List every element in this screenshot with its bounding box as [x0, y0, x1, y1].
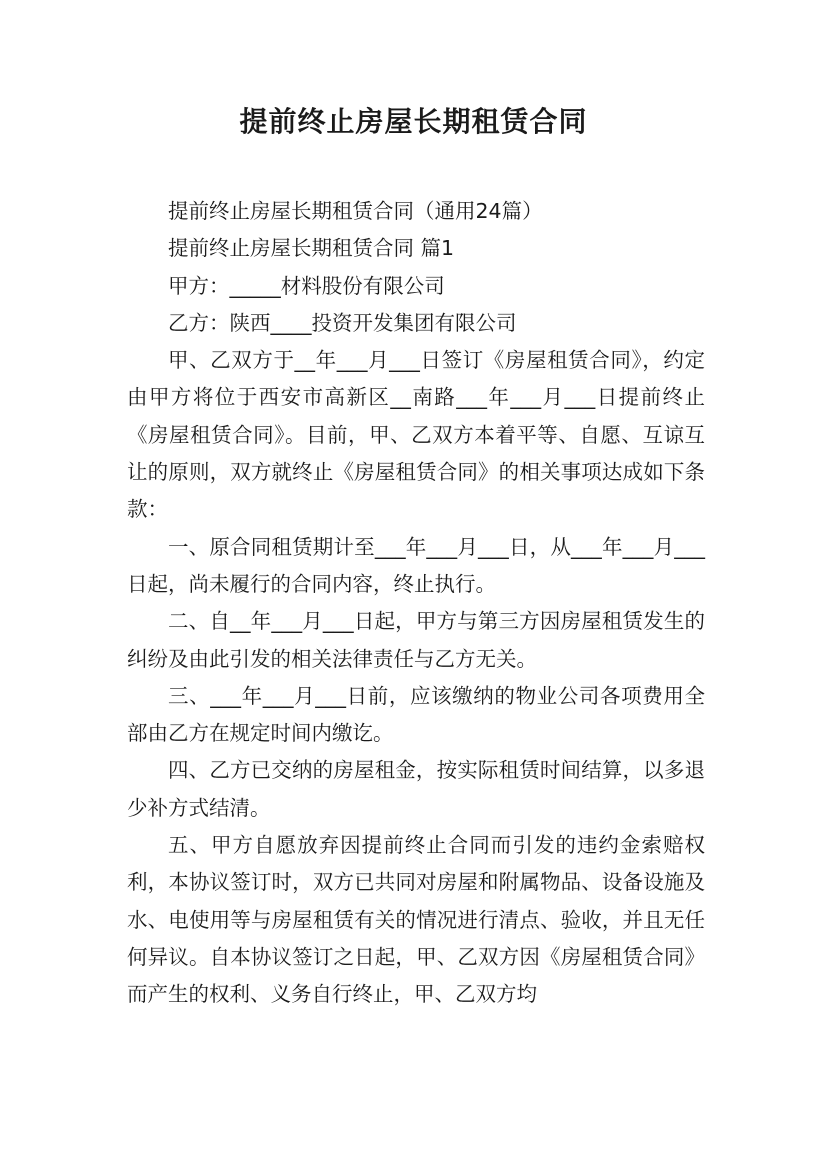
paragraph-clause-3: 三、___年___月___日前，应该缴纳的物业公司各项费用全部由乙方在规定时间内缴讫。 [127, 683, 705, 746]
paragraph-clause-4: 四、乙方已交纳的房屋租金，按实际租赁时间结算，以多退少补方式结清。 [127, 758, 705, 820]
document-body [127, 193, 705, 1014]
paragraph-collection-title: 提前终止房屋长期租赁合同（通用24篇） [168, 199, 543, 223]
paragraph-party-b: 乙方：陕西____投资开发集团有限公司 [168, 310, 517, 335]
paragraph-clause-5: 五、甲方自愿放弃因提前终止合同而引发的违约金索赔权利，本协议签订时，双方已共同对房屋和附属物品、设备设施及水、电使用等与房屋租赁有关的情况进行清点、验收，并且无任何异议。自本协议签订之日起，甲、乙双方因《房屋租赁合同》而产生的权利、义务自行终止，甲、乙双方均 [127, 833, 705, 1007]
paragraph-preamble: 甲、乙双方于__年___月___日签订《房屋租赁合同》，约定由甲方将位于西安市高新区__南路___年___月___日提前终止《房屋租赁合同》。目前，甲、乙双方本着平等、自愿、互谅互让的原则，双方就终止《房屋租赁合同》的相关事项达成如下条款： [127, 348, 705, 522]
paragraph-party-a: 甲方：_____材料股份有限公司 [168, 273, 445, 298]
paragraph-clause-1: 一、原合同租赁期计至___年___月___日，从___年___月___日起，尚未履行的合同内容，终止执行。 [127, 534, 705, 596]
document-title: 提前终止房屋长期租赁合同 [239, 105, 588, 138]
paragraph-section-heading: 提前终止房屋长期租赁合同 篇1 [168, 236, 455, 261]
paragraph-clause-2: 二、自__年___月___日起，甲方与第三方因房屋租赁发生的纠纷及由此引发的相关法律责任与乙方无关。 [127, 609, 705, 671]
